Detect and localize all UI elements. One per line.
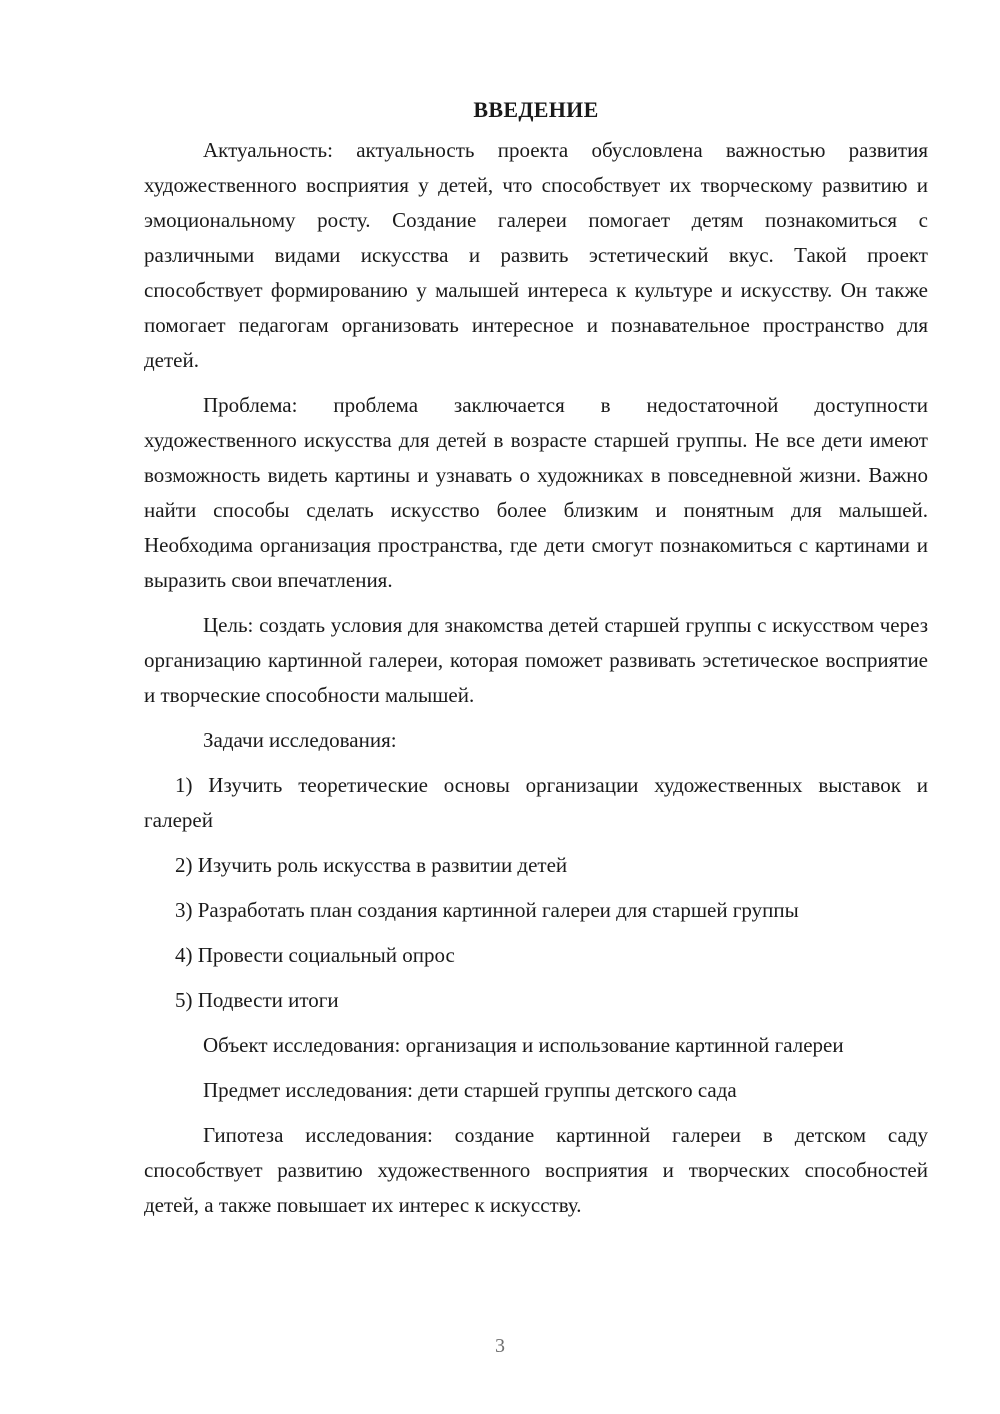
hypothesis-paragraph: Гипотеза исследования: создание картинной галереи в детском саду способствует развитию художественного восприятия и творческих способностей детей, а также повышает их интерес к искусству. xyxy=(144,1123,928,1217)
goal-paragraph: Цель: создать условия для знакомства детей старшей группы с искусством через организацию картинной галереи, которая поможет развивать эстетическое восприятие и творческие способности малышей. xyxy=(144,613,928,707)
object-paragraph: Объект исследования: организация и использование картинной галереи xyxy=(203,1033,844,1057)
task-item: 5) Подвести итоги xyxy=(175,988,339,1012)
task-item: 4) Провести социальный опрос xyxy=(175,943,455,967)
page-number: 3 xyxy=(495,1335,505,1357)
document-page xyxy=(144,92,928,1233)
section-title: ВВЕДЕНИЕ xyxy=(473,97,599,122)
task-item: 2) Изучить роль искусства в развитии детей xyxy=(175,853,568,877)
relevance-paragraph: Актуальность: актуальность проекта обусловлена важностью развития художественного восприятия у детей, что способствует их творческому развитию и эмоциональному росту. Создание галереи помогает детям познакомиться с различными видами искусства и развить эстетический вкус. Такой проект способствует формированию у малышей интереса к культуре и искусству. Он также помогает педагогам организовать интересное и познавательное пространство для детей. xyxy=(144,138,928,372)
task-item: 3) Разработать план создания картинной галереи для старшей группы xyxy=(175,898,799,922)
problem-paragraph: Проблема: проблема заключается в недостаточной доступности художественного искусства для детей в возрасте старшей группы. Не все дети имеют возможность видеть картины и узнавать о художниках в повседневной жизни. Важно найти способы сделать искусство более близким и понятным для малышей. Необходима организация пространства, где дети смогут познакомиться с картинами и выразить свои впечатления. xyxy=(144,393,928,592)
subject-paragraph: Предмет исследования: дети старшей группы детского сада xyxy=(203,1078,737,1102)
task-item: 1) Изучить теоретические основы организации художественных выставок и галерей xyxy=(144,773,928,832)
tasks-heading: Задачи исследования: xyxy=(203,728,397,752)
